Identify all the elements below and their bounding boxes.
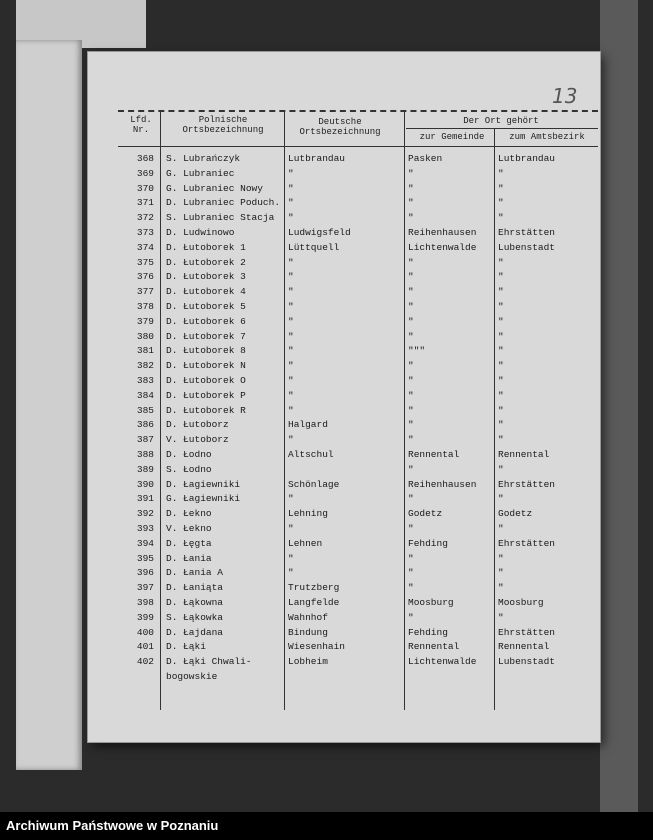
german-name-cell: Lutbrandau (288, 153, 346, 164)
amtsbezirk-cell: " (498, 552, 504, 564)
row-number-cell: 399 (136, 611, 154, 623)
german-name-cell: Trutzberg (288, 582, 340, 594)
polish-name-cell: D. Łęgta (166, 537, 212, 549)
polish-name-cell: S. Lubraniec Stacja (166, 212, 275, 224)
german-name-cell: " (288, 493, 294, 505)
amtsbezirk-cell: " (498, 345, 504, 357)
table-row (88, 344, 600, 358)
table-row (88, 655, 600, 669)
amtsbezirk-cell: Rennental (498, 449, 550, 460)
german-name-cell: Schönlage (288, 478, 340, 490)
german-name-cell: Bindung (288, 626, 328, 638)
amtsbezirk-cell: Moosburg (498, 597, 544, 608)
gemeinde-cell: Lichtenwalde (408, 656, 477, 668)
row-number-cell: 395 (136, 552, 154, 564)
amtsbezirk-cell: Lutbrandau (498, 153, 556, 164)
row-number-cell: 381 (136, 345, 154, 357)
table-row (88, 611, 600, 625)
german-name-cell: Altschul (288, 449, 334, 460)
german-name-cell: " (288, 523, 294, 534)
amtsbezirk-cell: " (498, 375, 504, 386)
german-name-cell: " (288, 315, 294, 327)
german-name-cell: " (288, 567, 294, 579)
amtsbezirk-cell: Lubenstadt (498, 241, 556, 253)
table-row (88, 285, 600, 299)
gemeinde-cell: " (408, 167, 414, 179)
german-name-cell: " (288, 552, 294, 564)
gemeinde-cell: " (408, 256, 414, 268)
gemeinde-cell: " (408, 375, 414, 386)
polish-name-cell: D. Łekno (166, 508, 212, 520)
row-number-cell: 387 (136, 434, 154, 446)
german-name-cell: " (288, 360, 294, 372)
gemeinde-cell: " (408, 330, 414, 342)
german-name-cell: Lehnen (288, 537, 323, 549)
table-row (88, 241, 600, 255)
row-number-cell: 402 (136, 656, 154, 668)
amtsbezirk-cell: Godetz (498, 508, 533, 520)
polish-name-cell: D. Łutoborek O (166, 375, 246, 386)
gemeinde-cell: Rennental (408, 641, 460, 653)
row-number-cell: 379 (136, 315, 154, 327)
row-number-cell: 368 (136, 153, 154, 164)
table-row (88, 670, 600, 684)
row-number-cell: 369 (136, 167, 154, 179)
table-row (88, 167, 600, 181)
german-name-cell: Lehning (288, 508, 328, 520)
polish-name-cell: D. Łutoborek N (166, 360, 246, 372)
row-number-cell: 390 (136, 478, 154, 490)
polish-name-cell: D. Łania A (166, 567, 224, 579)
polish-name-cell: bogowskie (166, 671, 218, 682)
row-number-cell: 393 (136, 523, 154, 534)
table-row (88, 196, 600, 210)
german-name-cell: Lobheim (288, 656, 328, 668)
german-name-cell: Lüttquell (288, 241, 340, 253)
header-lfd-nr: Lfd. Nr. (130, 115, 152, 135)
row-number-cell: 378 (136, 301, 154, 312)
gemeinde-cell: " (408, 463, 414, 475)
amtsbezirk-cell: " (498, 330, 504, 342)
gemeinde-cell: " (408, 271, 414, 283)
amtsbezirk-cell: " (498, 434, 504, 446)
table-row (88, 404, 600, 418)
gemeinde-cell: " (408, 493, 414, 505)
polish-name-cell: D. Ludwinowo (166, 227, 235, 238)
row-number-cell: 391 (136, 493, 154, 505)
table-row (88, 389, 600, 403)
amtsbezirk-cell: " (498, 182, 504, 194)
polish-name-cell: D. Łutoborek 5 (166, 301, 246, 312)
polish-name-cell: D. Łutoborek R (166, 404, 246, 416)
polish-name-cell: D. Łutoborek 4 (166, 286, 246, 298)
amtsbezirk-cell: " (498, 167, 504, 179)
gemeinde-cell: " (408, 212, 414, 224)
amtsbezirk-cell: " (498, 582, 504, 594)
polish-name-cell: D. Lubraniec Poduch. (166, 197, 281, 209)
polish-name-cell: V. Łutoborz (166, 434, 229, 446)
gemeinde-cell: " (408, 567, 414, 579)
table-row (88, 581, 600, 595)
german-name-cell: Halgard (288, 419, 328, 431)
table-row (88, 463, 600, 477)
german-name-cell: " (288, 404, 294, 416)
polish-name-cell: D. Łutoborek P (166, 389, 246, 401)
gemeinde-cell: Pasken (408, 153, 443, 164)
row-number-cell: 384 (136, 389, 154, 401)
archive-name: Archiwum Państwowe w Poznaniu (6, 818, 219, 833)
header-zur-gemeinde: zur Gemeinde (419, 132, 485, 142)
table-row (88, 315, 600, 329)
german-name-cell: " (288, 256, 294, 268)
gemeinde-cell: " (408, 552, 414, 564)
gemeinde-cell: Reihenhausen (408, 227, 477, 238)
german-name-cell: Wiesenhain (288, 641, 346, 653)
row-number-cell: 392 (136, 508, 154, 520)
polish-name-cell: D. Łutoborek 1 (166, 241, 246, 253)
table-row (88, 433, 600, 447)
row-number-cell: 383 (136, 375, 154, 386)
gemeinde-cell: Fehding (408, 626, 448, 638)
amtsbezirk-cell: " (498, 523, 504, 534)
amtsbezirk-cell: " (498, 315, 504, 327)
row-number-cell: 373 (136, 227, 154, 238)
german-name-cell: Wahnhof (288, 611, 328, 623)
polish-name-cell: D. Łutoborek 3 (166, 271, 246, 283)
table-row (88, 330, 600, 344)
amtsbezirk-cell: Ehrstätten (498, 537, 556, 549)
gemeinde-cell: " (408, 523, 414, 534)
german-name-cell: Langfelde (288, 597, 340, 608)
amtsbezirk-cell: Ehrstätten (498, 626, 556, 638)
header-der-ort: Der Ort gehört (463, 116, 539, 126)
gemeinde-cell: Moosburg (408, 597, 454, 608)
row-number-cell: 397 (136, 582, 154, 594)
polish-name-cell: D. Łania (166, 552, 212, 564)
row-number-cell: 376 (136, 271, 154, 283)
row-number-cell: 372 (136, 212, 154, 224)
row-number-cell: 374 (136, 241, 154, 253)
gemeinde-cell: Godetz (408, 508, 443, 520)
gemeinde-cell: " (408, 404, 414, 416)
polish-name-cell: G. Lubraniec Nowy (166, 182, 263, 194)
binding-strip (600, 0, 638, 812)
table-row (88, 256, 600, 270)
row-number-cell: 389 (136, 463, 154, 475)
amtsbezirk-cell: " (498, 212, 504, 224)
row-number-cell: 394 (136, 537, 154, 549)
row-number-cell: 382 (136, 360, 154, 372)
table-row (88, 640, 600, 654)
header-deutsche: Deutsche Ortsbezeichnung (299, 117, 381, 137)
german-name-cell: " (288, 197, 294, 209)
german-name-cell: " (288, 301, 294, 312)
polish-name-cell: D. Łutoborek 8 (166, 345, 246, 357)
table-row (88, 448, 600, 462)
row-number-cell: 375 (136, 256, 154, 268)
amtsbezirk-cell: " (498, 463, 504, 475)
archive-footer (0, 812, 653, 840)
row-number-cell: 400 (136, 626, 154, 638)
german-name-cell: " (288, 375, 294, 386)
row-number-cell: 370 (136, 182, 154, 194)
german-name-cell: " (288, 389, 294, 401)
polish-name-cell: S. Łodno (166, 463, 212, 475)
polish-name-cell: D. Łagiewniki (166, 478, 241, 490)
polish-name-cell: D. Łodno (166, 449, 212, 460)
amtsbezirk-cell: " (498, 404, 504, 416)
document-page (88, 52, 600, 742)
amtsbezirk-cell: " (498, 197, 504, 209)
row-number-cell: 377 (136, 286, 154, 298)
amtsbezirk-cell: Ehrstätten (498, 478, 556, 490)
polish-name-cell: G. Lubraniec (166, 167, 235, 179)
amtsbezirk-cell: " (498, 611, 504, 623)
german-name-cell: " (288, 286, 294, 298)
header-polnische: Polnische Ortsbezeichnung (182, 115, 264, 135)
amtsbezirk-cell: " (498, 493, 504, 505)
back-sheet (16, 40, 82, 770)
table-row (88, 226, 600, 240)
table-row (88, 374, 600, 388)
gemeinde-cell: " (408, 182, 414, 194)
row-number-cell: 396 (136, 567, 154, 579)
gemeinde-cell: " (408, 301, 414, 312)
table-row (88, 182, 600, 196)
gemeinde-cell: " (408, 197, 414, 209)
gemeinde-cell: Reihenhausen (408, 478, 477, 490)
table-row (88, 552, 600, 566)
polish-name-cell: D. Łąki (166, 641, 206, 653)
amtsbezirk-cell: Lubenstadt (498, 656, 556, 668)
amtsbezirk-cell: " (498, 256, 504, 268)
table-row (88, 566, 600, 580)
polish-name-cell: D. Łaniąta (166, 582, 224, 594)
gemeinde-cell: " (408, 419, 414, 431)
row-number-cell: 371 (136, 197, 154, 209)
polish-name-cell: S. Lubrańczyk (166, 153, 241, 164)
amtsbezirk-cell: " (498, 419, 504, 431)
amtsbezirk-cell: Rennental (498, 641, 550, 653)
row-number-cell: 401 (136, 641, 154, 653)
polish-name-cell: D. Łutoborek 2 (166, 256, 246, 268)
polish-name-cell: D. Łąki Chwali- (166, 656, 252, 668)
row-number-cell: 385 (136, 404, 154, 416)
header-subrule (406, 128, 598, 129)
polish-name-cell: D. Łajdana (166, 626, 224, 638)
polish-name-cell: G. Łagiewniki (166, 493, 241, 505)
header-bottom-rule (118, 146, 598, 147)
polish-name-cell: D. Łutoborek 6 (166, 315, 246, 327)
gemeinde-cell: """ (408, 345, 426, 357)
amtsbezirk-cell: Ehrstätten (498, 227, 556, 238)
header-rule (118, 110, 598, 112)
gemeinde-cell: " (408, 611, 414, 623)
german-name-cell: Ludwigsfeld (288, 227, 351, 238)
polish-name-cell: D. Łutoborz (166, 419, 229, 431)
table-row (88, 152, 600, 166)
row-number-cell: 386 (136, 419, 154, 431)
german-name-cell: " (288, 271, 294, 283)
polish-name-cell: S. Łąkowka (166, 611, 224, 623)
amtsbezirk-cell: " (498, 286, 504, 298)
table-row (88, 478, 600, 492)
amtsbezirk-cell: " (498, 301, 504, 312)
polish-name-cell: D. Łutoborek 7 (166, 330, 246, 342)
german-name-cell: " (288, 212, 294, 224)
gemeinde-cell: " (408, 389, 414, 401)
german-name-cell: " (288, 182, 294, 194)
gemeinde-cell: " (408, 286, 414, 298)
german-name-cell: " (288, 167, 294, 179)
table-row (88, 522, 600, 536)
gemeinde-cell: " (408, 315, 414, 327)
table-row (88, 492, 600, 506)
header-zum-amtsbezirk: zum Amtsbezirk (509, 132, 585, 142)
table-row (88, 270, 600, 284)
table-row (88, 300, 600, 314)
table-row (88, 626, 600, 640)
gemeinde-cell: " (408, 582, 414, 594)
table-row (88, 507, 600, 521)
amtsbezirk-cell: " (498, 360, 504, 372)
german-name-cell: " (288, 345, 294, 357)
german-name-cell: " (288, 434, 294, 446)
amtsbezirk-cell: " (498, 567, 504, 579)
amtsbezirk-cell: " (498, 271, 504, 283)
row-number-cell: 380 (136, 330, 154, 342)
gemeinde-cell: " (408, 434, 414, 446)
gemeinde-cell: Rennental (408, 449, 460, 460)
row-number-cell: 388 (136, 449, 154, 460)
gemeinde-cell: Fehding (408, 537, 448, 549)
polish-name-cell: D. Łąkowna (166, 597, 224, 608)
table-row (88, 211, 600, 225)
amtsbezirk-cell: " (498, 389, 504, 401)
page-number: 13 (552, 84, 578, 108)
table-row (88, 418, 600, 432)
gemeinde-cell: Lichtenwalde (408, 241, 477, 253)
table-row (88, 359, 600, 373)
table-row (88, 596, 600, 610)
gemeinde-cell: " (408, 360, 414, 372)
german-name-cell: " (288, 330, 294, 342)
polish-name-cell: V. Łekno (166, 523, 212, 534)
row-number-cell: 398 (136, 597, 154, 608)
table-row (88, 537, 600, 551)
